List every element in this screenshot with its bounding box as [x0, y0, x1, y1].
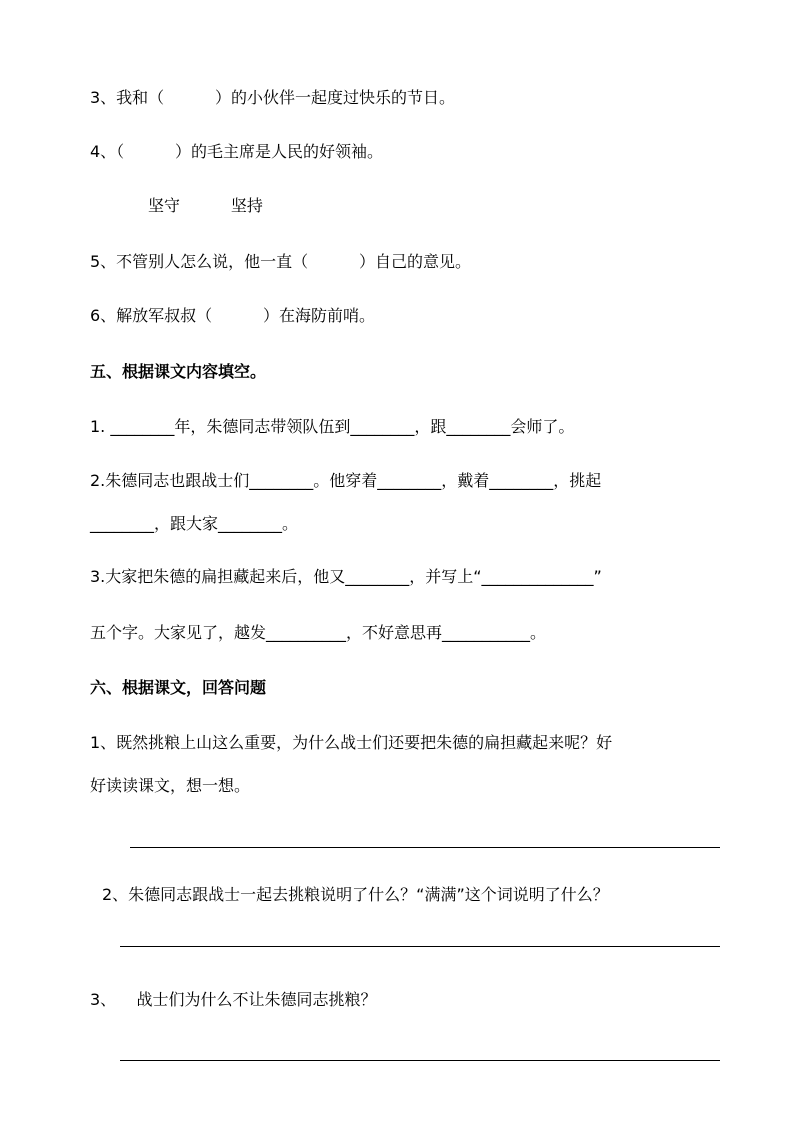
- answer-2-blank-line: [120, 946, 720, 947]
- question-6: 6、解放军叔叔（ ）在海防前哨。: [90, 306, 376, 325]
- fill-1: 1. ________年，朱德同志带领队伍到________，跟________会师了。: [90, 417, 575, 436]
- section-6-title: 六、根据课文，回答问题: [90, 678, 267, 697]
- answer-1-blank-line: [130, 847, 720, 848]
- fill-2-line-1: 2.朱德同志也跟战士们________。他穿着________，戴着________，挑起: [90, 471, 602, 490]
- question-3: 3、我和（ ）的小伙伴一起度过快乐的节日。: [90, 88, 456, 107]
- question-5: 5、不管别人怎么说，他一直（ ）自己的意见。: [90, 252, 472, 271]
- fill-2-line-2: ________，跟大家________。: [90, 514, 299, 533]
- question-4: 4、（ ）的毛主席是人民的好领袖。: [90, 142, 384, 161]
- answer-1-line-2: 好读读课文，想一想。: [90, 776, 251, 795]
- answer-2: 2、朱德同志跟战士一起去挑粮说明了什么？“满满”这个词说明了什么？: [102, 885, 609, 904]
- word-choices: 坚守 坚持: [148, 196, 263, 215]
- answer-1-line-1: 1、既然挑粮上山这么重要，为什么战士们还要把朱德的扁担藏起来呢？好: [90, 733, 613, 752]
- section-5-title: 五、根据课文内容填空。: [90, 362, 267, 381]
- answer-3-blank-line: [120, 1060, 720, 1061]
- fill-3-line-1: 3.大家把朱德的扁担藏起来后，他又________，并写上“______________”: [90, 567, 602, 586]
- fill-3-line-2: 五个字。大家见了，越发__________，不好意思再___________。: [90, 623, 547, 642]
- answer-3: 3、 战士们为什么不让朱德同志挑粮？: [90, 990, 377, 1009]
